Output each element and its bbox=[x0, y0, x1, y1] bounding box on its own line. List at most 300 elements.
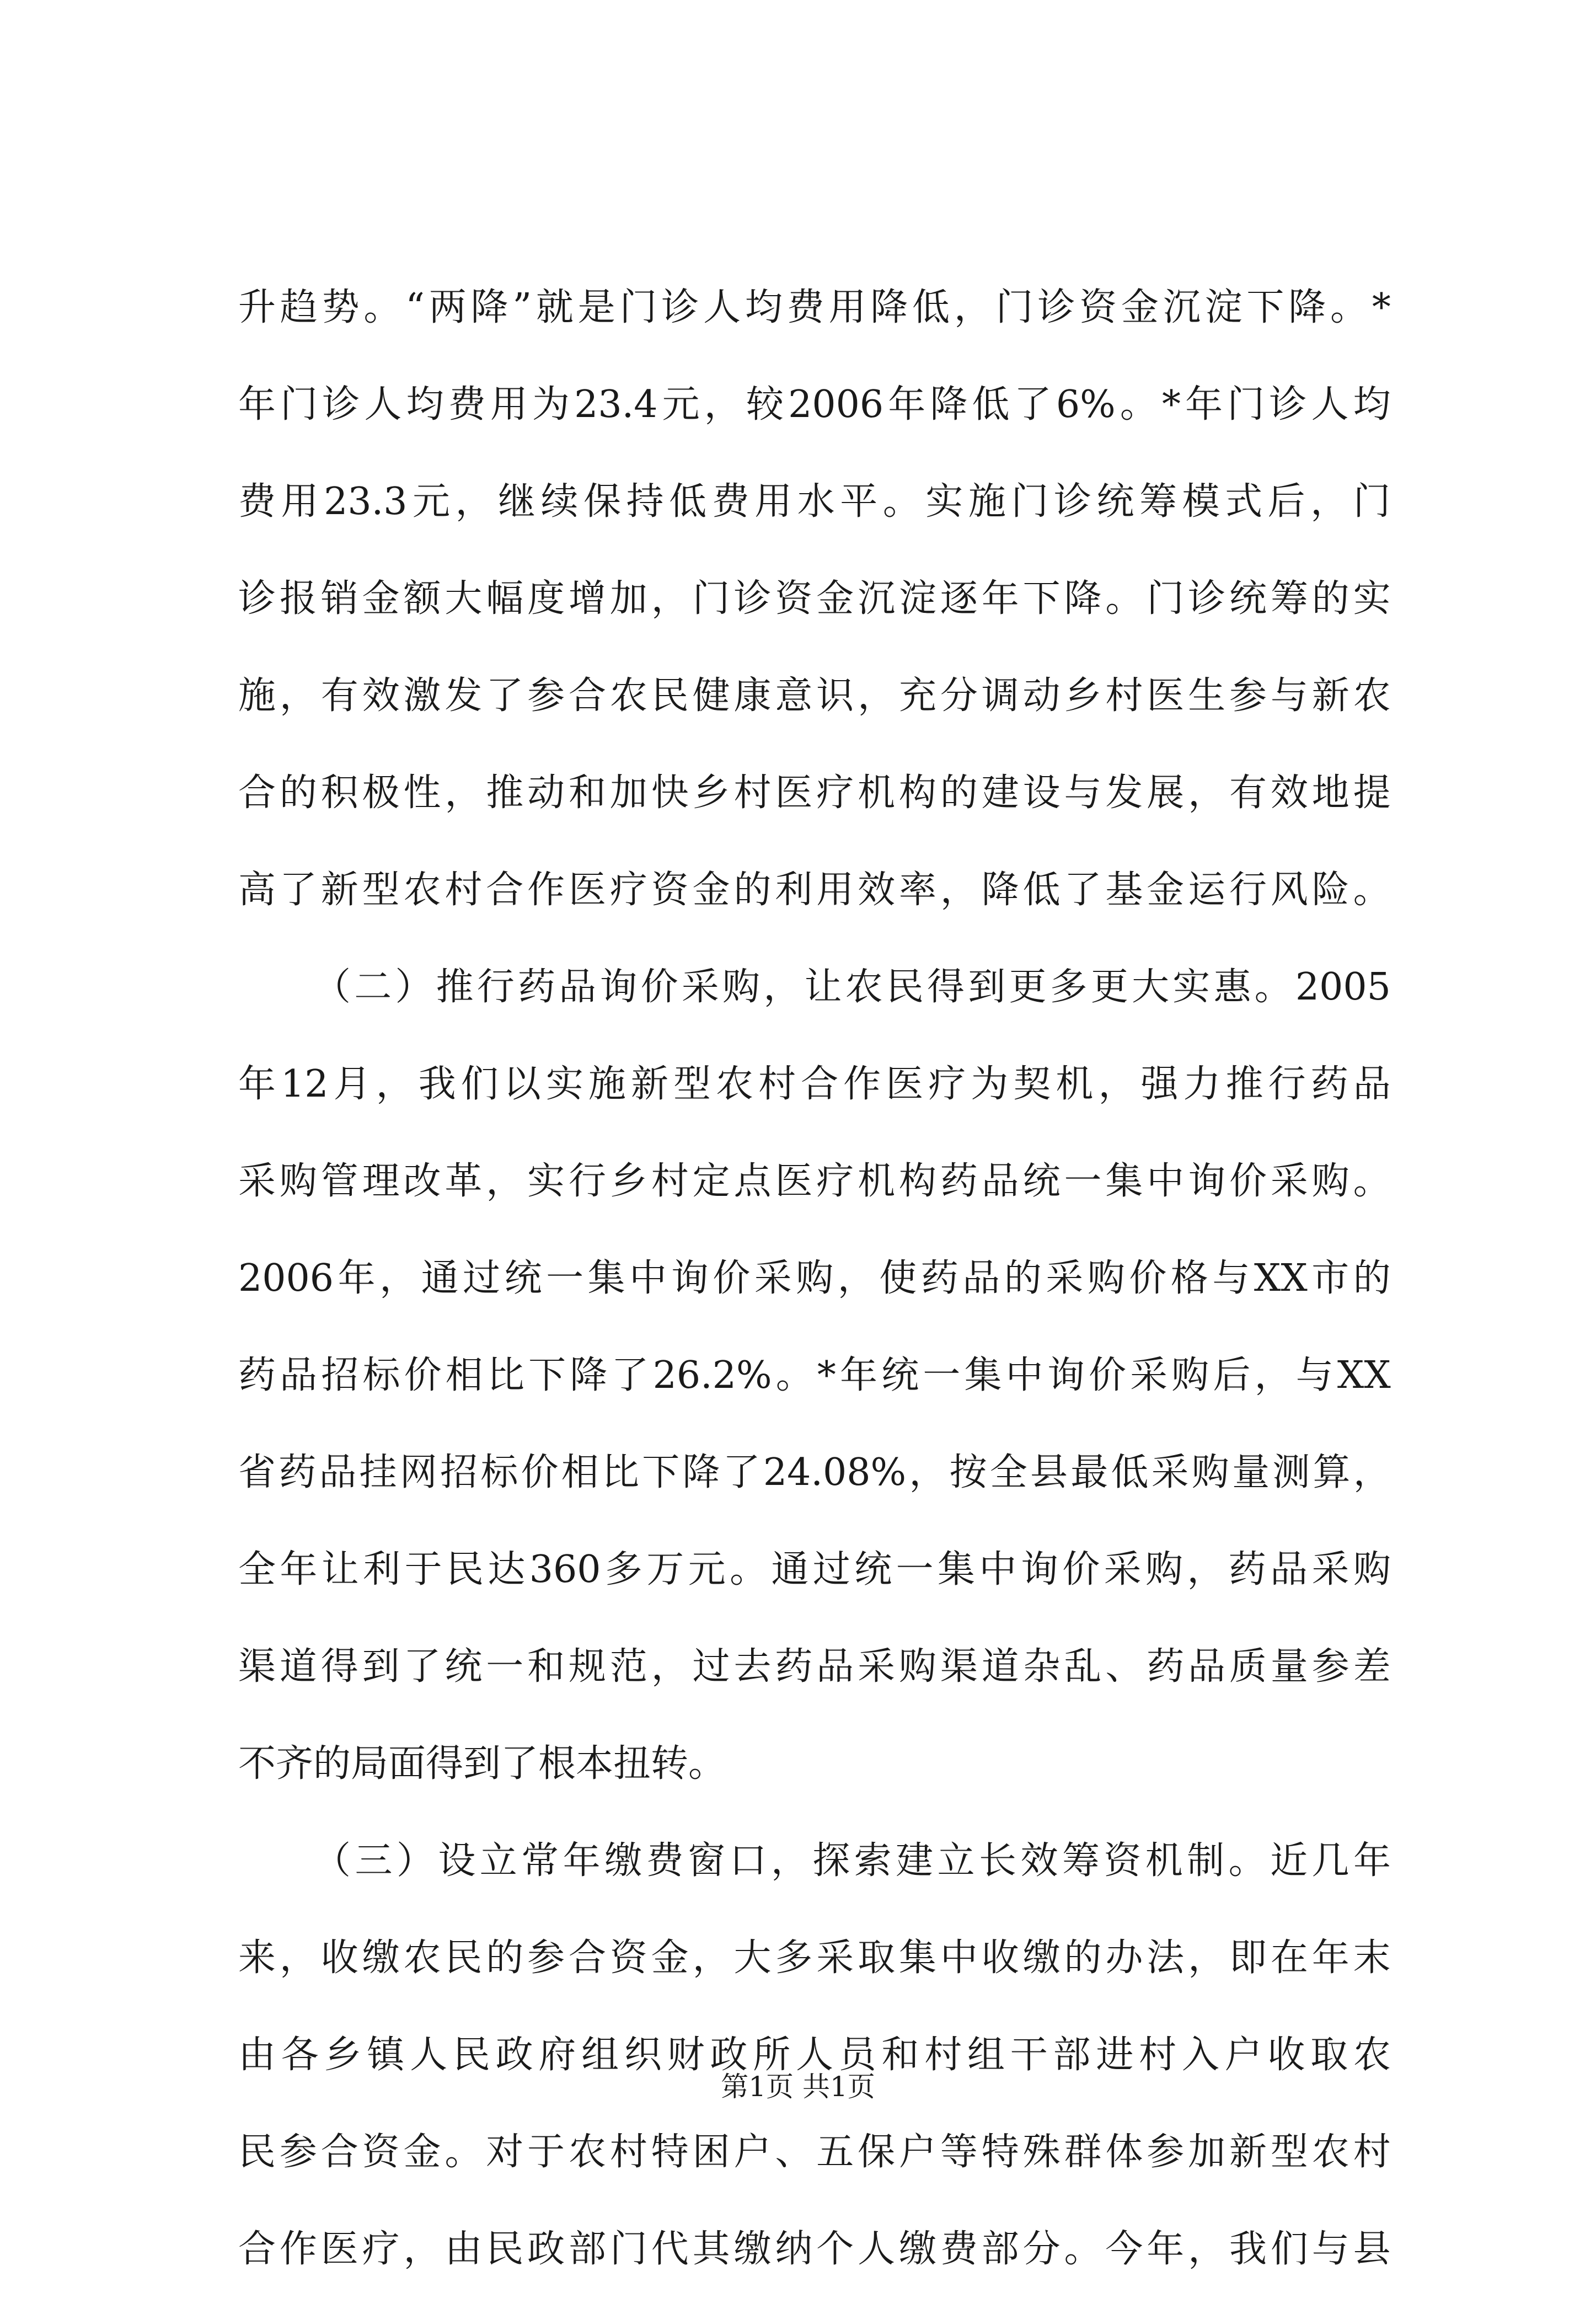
glyph: 等 bbox=[940, 2130, 978, 2174]
glyph: 殊 bbox=[1022, 2130, 1061, 2174]
glyph: 多 bbox=[1049, 965, 1088, 1009]
glyph: 的 bbox=[1353, 1257, 1391, 1300]
glyph: 沉 bbox=[1163, 286, 1201, 329]
glyph: 采 bbox=[754, 1257, 792, 1300]
glyph: 。 bbox=[775, 1354, 813, 1397]
glyph: ， bbox=[1188, 771, 1226, 815]
glyph: ， bbox=[651, 1645, 689, 1688]
glyph: 缴 bbox=[899, 2227, 937, 2271]
glyph: 用 bbox=[828, 286, 866, 329]
glyph: 淀 bbox=[1204, 286, 1242, 329]
glyph: 常 bbox=[521, 1839, 559, 1883]
glyph: 代 bbox=[651, 2227, 689, 2271]
glyph: 购 bbox=[1087, 1257, 1125, 1300]
glyph: 作 bbox=[527, 868, 565, 912]
glyph: 元 bbox=[662, 383, 700, 426]
glyph: 一 bbox=[546, 1257, 584, 1300]
glyph: 为 bbox=[971, 1062, 1009, 1106]
glyph: 用 bbox=[281, 480, 319, 523]
glyph: 报 bbox=[279, 577, 317, 621]
glyph: 办 bbox=[1105, 1936, 1143, 1980]
glyph: 两 bbox=[429, 286, 467, 329]
glyph: 调 bbox=[981, 674, 1019, 718]
glyph: 村 bbox=[924, 2033, 962, 2077]
glyph: 特 bbox=[651, 2130, 689, 2174]
glyph: 村 bbox=[1353, 2130, 1391, 2174]
glyph: 幅 bbox=[486, 577, 524, 621]
glyph: 降 bbox=[1288, 286, 1326, 329]
glyph: 门 bbox=[995, 286, 1033, 329]
glyph: 末 bbox=[1353, 1936, 1391, 1980]
glyph: 农 bbox=[1311, 2130, 1349, 2174]
glyph: 年 bbox=[1353, 1839, 1391, 1883]
glyph: 与 bbox=[1212, 1257, 1250, 1300]
glyph: 购 bbox=[899, 1645, 937, 1688]
glyph: 与 bbox=[1064, 771, 1102, 815]
glyph: 年 bbox=[840, 1354, 878, 1397]
glyph: 淀 bbox=[899, 577, 937, 621]
glyph: 实 bbox=[1353, 577, 1391, 621]
glyph: 新 bbox=[630, 1062, 668, 1106]
glyph: 收 bbox=[1267, 2033, 1305, 2077]
glyph: 资 bbox=[775, 577, 813, 621]
glyph: 诊 bbox=[1037, 286, 1075, 329]
glyph: 民 bbox=[886, 965, 924, 1009]
glyph: 降 bbox=[930, 383, 968, 426]
glyph: ， bbox=[279, 1936, 317, 1980]
glyph: 有 bbox=[1229, 771, 1267, 815]
glyph: 医 bbox=[775, 1159, 813, 1203]
glyph: 集 bbox=[899, 1936, 937, 1980]
glyph: 了 bbox=[403, 1645, 441, 1688]
glyph: 价 bbox=[521, 1451, 559, 1494]
glyph: 。 bbox=[882, 480, 920, 523]
glyph: 通 bbox=[421, 1257, 459, 1300]
text-line bbox=[238, 1618, 1391, 1716]
glyph: 药 bbox=[1228, 1548, 1266, 1591]
glyph: 户 bbox=[733, 2130, 772, 2174]
glyph: 是 bbox=[577, 286, 615, 329]
glyph: 资 bbox=[609, 1936, 647, 1980]
glyph: 渠 bbox=[238, 1645, 276, 1688]
glyph: 诊 bbox=[733, 577, 772, 621]
glyph: 疗 bbox=[816, 1159, 854, 1203]
glyph: 施 bbox=[238, 674, 276, 718]
glyph: 使 bbox=[879, 1257, 917, 1300]
glyph: 降 bbox=[682, 1451, 720, 1494]
glyph: （ bbox=[313, 965, 351, 1009]
text-line bbox=[238, 1133, 1391, 1230]
glyph: 降 bbox=[1064, 577, 1102, 621]
glyph: 设 bbox=[438, 1839, 476, 1883]
glyph: 统 bbox=[1229, 577, 1267, 621]
glyph: 价 bbox=[640, 965, 678, 1009]
glyph: ” bbox=[512, 286, 532, 329]
glyph: 运 bbox=[1188, 868, 1226, 912]
glyph: 民 bbox=[486, 2227, 524, 2271]
glyph: 全 bbox=[989, 1451, 1027, 1494]
glyph: 动 bbox=[527, 771, 565, 815]
glyph: ， bbox=[1310, 480, 1348, 523]
glyph: 2006 bbox=[788, 383, 884, 426]
glyph: 户 bbox=[1224, 2033, 1262, 2077]
glyph: 采 bbox=[681, 965, 719, 1009]
glyph: 23.3 bbox=[324, 480, 408, 523]
glyph: 360 bbox=[529, 1548, 601, 1591]
glyph: 定 bbox=[692, 1159, 730, 1203]
text-line bbox=[238, 745, 1391, 842]
glyph: 金 bbox=[1121, 286, 1159, 329]
glyph: 疗 bbox=[816, 771, 854, 815]
glyph: 民 bbox=[444, 1936, 483, 1980]
glyph: 意 bbox=[775, 674, 813, 718]
glyph: 村 bbox=[444, 868, 483, 912]
glyph: 民 bbox=[452, 2033, 490, 2077]
glyph: 充 bbox=[899, 674, 937, 718]
glyph: 筹 bbox=[1270, 577, 1308, 621]
glyph: 地 bbox=[1311, 771, 1349, 815]
glyph: 村 bbox=[758, 1062, 796, 1106]
glyph: 合 bbox=[569, 1936, 607, 1980]
glyph: 部 bbox=[1053, 2033, 1091, 2077]
glyph: 来 bbox=[238, 1936, 276, 1980]
glyph: 制 bbox=[1187, 1839, 1225, 1883]
glyph: 后 bbox=[1213, 1354, 1251, 1397]
glyph: 购 bbox=[1353, 1548, 1391, 1591]
glyph: 价 bbox=[1229, 1159, 1267, 1203]
glyph: 、 bbox=[1105, 1645, 1143, 1688]
glyph: 年 bbox=[888, 383, 926, 426]
glyph: 行 bbox=[569, 1159, 607, 1203]
text-line bbox=[238, 842, 1391, 939]
glyph: 人 bbox=[1311, 383, 1349, 426]
glyph: 县 bbox=[1353, 2227, 1391, 2271]
glyph: 、 bbox=[775, 2130, 813, 2174]
glyph: 们 bbox=[1270, 2227, 1308, 2271]
glyph: 水 bbox=[797, 480, 835, 523]
glyph: 乡 bbox=[1064, 674, 1102, 718]
glyph: 契 bbox=[1013, 1062, 1051, 1106]
glyph: 推 bbox=[436, 965, 474, 1009]
glyph: 于 bbox=[527, 2130, 565, 2174]
glyph: 让 bbox=[804, 965, 842, 1009]
glyph: 资 bbox=[651, 868, 689, 912]
glyph: ， bbox=[651, 577, 689, 621]
glyph: 立 bbox=[479, 1839, 517, 1883]
glyph: 过 bbox=[692, 1645, 730, 1688]
glyph: 就 bbox=[535, 286, 574, 329]
glyph: 药 bbox=[279, 1451, 317, 1494]
glyph: 统 bbox=[1096, 480, 1134, 523]
glyph: 诊 bbox=[1053, 480, 1091, 523]
glyph: 均 bbox=[1353, 383, 1391, 426]
glyph: 三 bbox=[355, 1839, 393, 1883]
glyph: 机 bbox=[1145, 1839, 1183, 1883]
glyph: 2006 bbox=[238, 1257, 334, 1300]
glyph: 元 bbox=[412, 480, 450, 523]
glyph: 乱 bbox=[1064, 1645, 1102, 1688]
glyph: 探 bbox=[812, 1839, 850, 1883]
glyph: 一 bbox=[1064, 1159, 1102, 1203]
glyph: 新 bbox=[1311, 674, 1349, 718]
glyph: 道 bbox=[279, 1645, 317, 1688]
glyph: 人 bbox=[364, 383, 402, 426]
glyph: 近 bbox=[1270, 1839, 1308, 1883]
glyph: 降 bbox=[470, 286, 508, 329]
glyph: 设 bbox=[1022, 771, 1061, 815]
glyph: 村 bbox=[733, 771, 772, 815]
glyph: 参 bbox=[1311, 1645, 1349, 1688]
glyph: 药 bbox=[940, 1159, 978, 1203]
glyph: 后 bbox=[1267, 480, 1305, 523]
glyph: 机 bbox=[1056, 1062, 1094, 1106]
glyph: 下 bbox=[1246, 286, 1284, 329]
glyph: 趋 bbox=[280, 286, 318, 329]
glyph: 年 bbox=[280, 1548, 318, 1591]
glyph: ） bbox=[395, 965, 433, 1009]
glyph: 医 bbox=[1147, 674, 1185, 718]
glyph: 积 bbox=[320, 771, 358, 815]
glyph: 各 bbox=[281, 2033, 319, 2077]
glyph: 沉 bbox=[858, 577, 896, 621]
glyph: 中 bbox=[940, 1936, 978, 1980]
glyph: 性 bbox=[403, 771, 441, 815]
glyph: 新 bbox=[1229, 2130, 1267, 2174]
glyph: 长 bbox=[979, 1839, 1017, 1883]
glyph: 度 bbox=[527, 577, 565, 621]
glyph: 诊 bbox=[322, 383, 360, 426]
glyph: 施 bbox=[968, 480, 1006, 523]
glyph: 测 bbox=[1272, 1451, 1310, 1494]
glyph: 府 bbox=[538, 2033, 576, 2077]
glyph: 品 bbox=[981, 1159, 1019, 1203]
glyph: 人 bbox=[795, 2033, 833, 2077]
glyph: 大 bbox=[1132, 965, 1170, 1009]
glyph: 多 bbox=[775, 1936, 813, 1980]
text-line bbox=[238, 453, 1391, 551]
glyph: 与 bbox=[1270, 674, 1308, 718]
glyph: 推 bbox=[486, 771, 524, 815]
glyph: 。 bbox=[1353, 868, 1391, 912]
glyph: 金 bbox=[651, 1936, 689, 1980]
glyph: 购 bbox=[796, 1257, 834, 1300]
glyph: 缴 bbox=[604, 1839, 642, 1883]
glyph: 门 bbox=[280, 383, 318, 426]
text-line bbox=[238, 648, 1391, 745]
glyph: 年 bbox=[1311, 1936, 1349, 1980]
glyph: 村 bbox=[651, 1159, 689, 1203]
glyph: 年 bbox=[238, 383, 276, 426]
glyph: 的 bbox=[1064, 1936, 1102, 1980]
glyph: 去 bbox=[733, 1645, 772, 1688]
glyph: 大 bbox=[444, 577, 483, 621]
glyph: 较 bbox=[746, 383, 784, 426]
glyph: 质 bbox=[1229, 1645, 1267, 1688]
glyph: 药 bbox=[920, 1257, 958, 1300]
glyph: 疗 bbox=[609, 868, 647, 912]
glyph: 法 bbox=[1147, 1936, 1185, 1980]
glyph: 筹 bbox=[1062, 1839, 1100, 1883]
glyph: 了 bbox=[611, 1354, 649, 1397]
glyph: 保 bbox=[858, 2130, 896, 2174]
glyph: 量 bbox=[1270, 1645, 1308, 1688]
glyph: 施 bbox=[588, 1062, 626, 1106]
glyph: 年 bbox=[563, 1839, 601, 1883]
glyph: 比 bbox=[601, 1451, 639, 1494]
glyph: 统 bbox=[881, 1354, 919, 1397]
glyph: 集 bbox=[938, 1548, 976, 1591]
glyph: 药 bbox=[518, 965, 556, 1009]
glyph: 更 bbox=[1090, 965, 1128, 1009]
glyph: 询 bbox=[671, 1257, 709, 1300]
page-footer: 第1页 共1页 bbox=[721, 2071, 875, 2103]
glyph: 格 bbox=[1170, 1257, 1208, 1300]
glyph: ） bbox=[396, 1839, 434, 1883]
glyph: 采 bbox=[816, 1936, 854, 1980]
glyph: 县 bbox=[1030, 1451, 1068, 1494]
glyph: 。 bbox=[1120, 383, 1158, 426]
glyph: 缴 bbox=[362, 1936, 400, 1980]
glyph: 。 bbox=[1353, 1159, 1391, 1203]
glyph: 人 bbox=[858, 2227, 896, 2271]
text-line bbox=[238, 1813, 1391, 1910]
glyph: 乡 bbox=[609, 1159, 647, 1203]
glyph: 更 bbox=[1009, 965, 1047, 1009]
glyph: 纳 bbox=[775, 2227, 813, 2271]
glyph: 合 bbox=[320, 2130, 358, 2174]
glyph: ， bbox=[770, 1839, 808, 1883]
glyph: 人 bbox=[410, 2033, 448, 2077]
glyph: ， bbox=[1353, 1451, 1391, 1494]
glyph: * bbox=[817, 1354, 836, 1397]
glyph: 金 bbox=[816, 577, 854, 621]
glyph: 过 bbox=[812, 1548, 850, 1591]
glyph: 继 bbox=[498, 480, 536, 523]
glyph: 年 bbox=[338, 1257, 376, 1300]
glyph: 民 bbox=[238, 2130, 276, 2174]
glyph: 到 bbox=[968, 965, 1006, 1009]
glyph: 个 bbox=[816, 2227, 854, 2271]
glyph: 诊 bbox=[661, 286, 699, 329]
text-line bbox=[238, 1327, 1391, 1424]
glyph: 加 bbox=[609, 771, 647, 815]
glyph: 型 bbox=[673, 1062, 711, 1106]
glyph: 续 bbox=[540, 480, 579, 523]
glyph: ， bbox=[279, 674, 317, 718]
glyph: 多 bbox=[604, 1548, 642, 1591]
glyph: 行 bbox=[476, 965, 515, 1009]
glyph: 强 bbox=[1140, 1062, 1179, 1106]
glyph: 价 bbox=[713, 1257, 751, 1300]
glyph: 的 bbox=[1311, 577, 1349, 621]
glyph: 诊 bbox=[1269, 383, 1307, 426]
glyph: 为 bbox=[532, 383, 570, 426]
text-line bbox=[238, 2201, 1391, 2298]
glyph: 和 bbox=[527, 1645, 565, 1688]
text-line bbox=[238, 1036, 1391, 1133]
glyph: 了 bbox=[722, 1451, 760, 1494]
glyph: 机 bbox=[858, 1159, 896, 1203]
glyph: 行 bbox=[1268, 1062, 1306, 1106]
glyph: ， bbox=[376, 1062, 414, 1106]
glyph: 效 bbox=[858, 868, 896, 912]
glyph: 费 bbox=[238, 480, 276, 523]
glyph: 缴 bbox=[733, 2227, 772, 2271]
glyph: 持 bbox=[626, 480, 664, 523]
glyph: 一 bbox=[923, 1354, 961, 1397]
glyph: 基 bbox=[1105, 868, 1143, 912]
glyph: 乡 bbox=[692, 771, 730, 815]
glyph: 年 bbox=[238, 1062, 276, 1106]
glyph: 销 bbox=[320, 577, 358, 621]
glyph: 集 bbox=[587, 1257, 625, 1300]
glyph: 实 bbox=[1172, 965, 1211, 1009]
glyph: （ bbox=[313, 1839, 351, 1883]
glyph: 药 bbox=[238, 1354, 276, 1397]
glyph: 药 bbox=[775, 1645, 813, 1688]
glyph: 了 bbox=[279, 868, 317, 912]
glyph: 合 bbox=[801, 1062, 839, 1106]
glyph: 于 bbox=[404, 1548, 442, 1591]
glyph: 立 bbox=[937, 1839, 975, 1883]
glyph: 利 bbox=[363, 1548, 401, 1591]
glyph: 员 bbox=[838, 2033, 876, 2077]
glyph: 最 bbox=[1070, 1451, 1108, 1494]
glyph: 二 bbox=[354, 965, 392, 1009]
glyph: 织 bbox=[624, 2033, 662, 2077]
glyph: 月 bbox=[333, 1062, 371, 1106]
glyph: 。 bbox=[363, 286, 401, 329]
glyph: 型 bbox=[1270, 2130, 1308, 2174]
glyph: * bbox=[1372, 286, 1391, 329]
glyph: 财 bbox=[667, 2033, 705, 2077]
glyph: 和 bbox=[569, 771, 607, 815]
glyph: 们 bbox=[460, 1062, 499, 1106]
glyph: 村 bbox=[1139, 2033, 1177, 2077]
glyph: 差 bbox=[1353, 1645, 1391, 1688]
text-line bbox=[238, 2104, 1391, 2201]
glyph: 购 bbox=[1145, 1548, 1183, 1591]
glyph: 中 bbox=[1147, 1159, 1185, 1203]
glyph: 一 bbox=[486, 1645, 524, 1688]
glyph: 中 bbox=[979, 1548, 1017, 1591]
glyph: 全 bbox=[238, 1548, 276, 1591]
glyph: ， bbox=[455, 480, 493, 523]
glyph: 模 bbox=[1182, 480, 1220, 523]
glyph: ， bbox=[858, 674, 896, 718]
glyph: 组 bbox=[967, 2033, 1005, 2077]
glyph: 五 bbox=[816, 2130, 854, 2174]
glyph: 其 bbox=[692, 2227, 730, 2271]
glyph: 口 bbox=[729, 1839, 767, 1883]
glyph: 缴 bbox=[1022, 1936, 1061, 1980]
glyph: 对 bbox=[486, 2130, 524, 2174]
glyph: 2005 bbox=[1295, 965, 1391, 1009]
glyph: 革 bbox=[444, 1159, 483, 1203]
glyph: 询 bbox=[1188, 1159, 1226, 1203]
glyph: 12 bbox=[281, 1062, 329, 1106]
glyph: 诊 bbox=[238, 577, 276, 621]
glyph: 索 bbox=[854, 1839, 892, 1883]
glyph: 采 bbox=[858, 1645, 896, 1688]
glyph: 参 bbox=[279, 2130, 317, 2174]
glyph: 农 bbox=[403, 868, 441, 912]
glyph: ， bbox=[837, 1257, 875, 1300]
text-line bbox=[238, 1230, 1391, 1327]
glyph: ， bbox=[486, 1159, 524, 1203]
glyph: 中 bbox=[629, 1257, 667, 1300]
glyph: 效 bbox=[1270, 771, 1308, 815]
